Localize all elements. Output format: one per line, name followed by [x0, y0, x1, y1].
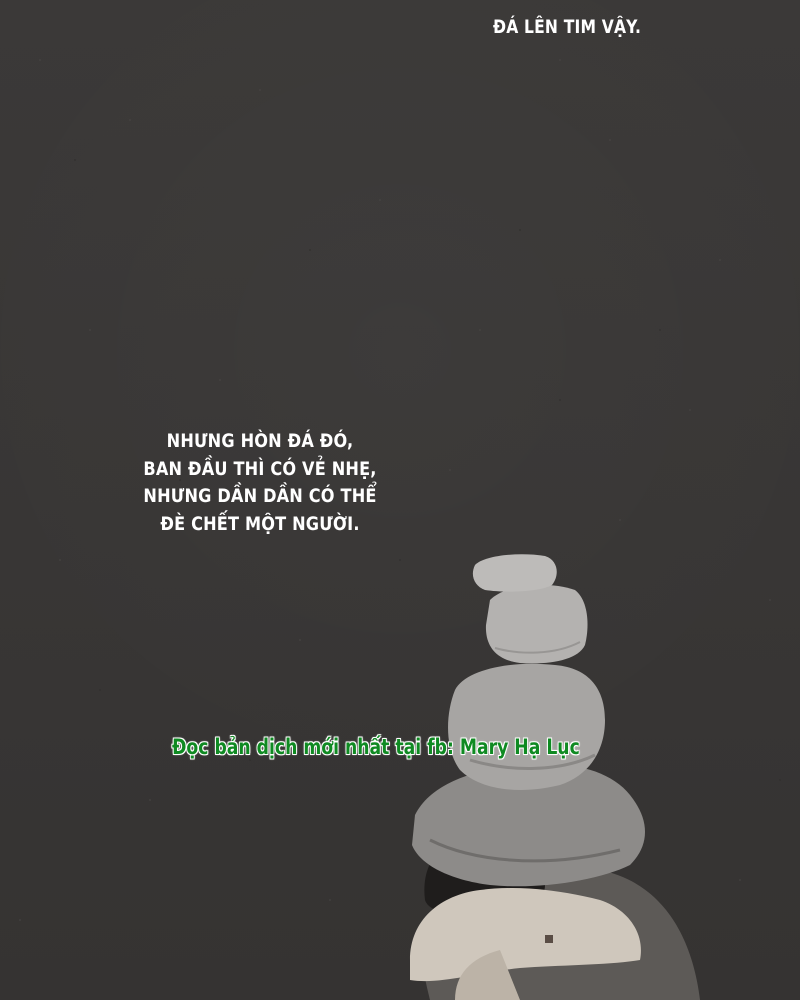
caption-line: ĐÈ CHẾT MỘT NGƯỜI.: [160, 512, 360, 535]
caption-center-text: [120, 428, 401, 538]
translator-credit: Đọc bản dịch mới nhất tại fb: Mary Hạ Lục: [172, 735, 580, 759]
caption-line: NHƯNG HÒN ĐÁ ĐÓ,: [166, 430, 354, 452]
caption-line: BAN ĐẦU THÌ CÓ VẺ NHẸ,: [143, 457, 377, 480]
caption-line: NHƯNG DẦN DẦN CÓ THỂ: [143, 485, 377, 508]
caption-top-text: ĐÁ LÊN TIM VẬY.: [493, 16, 642, 38]
